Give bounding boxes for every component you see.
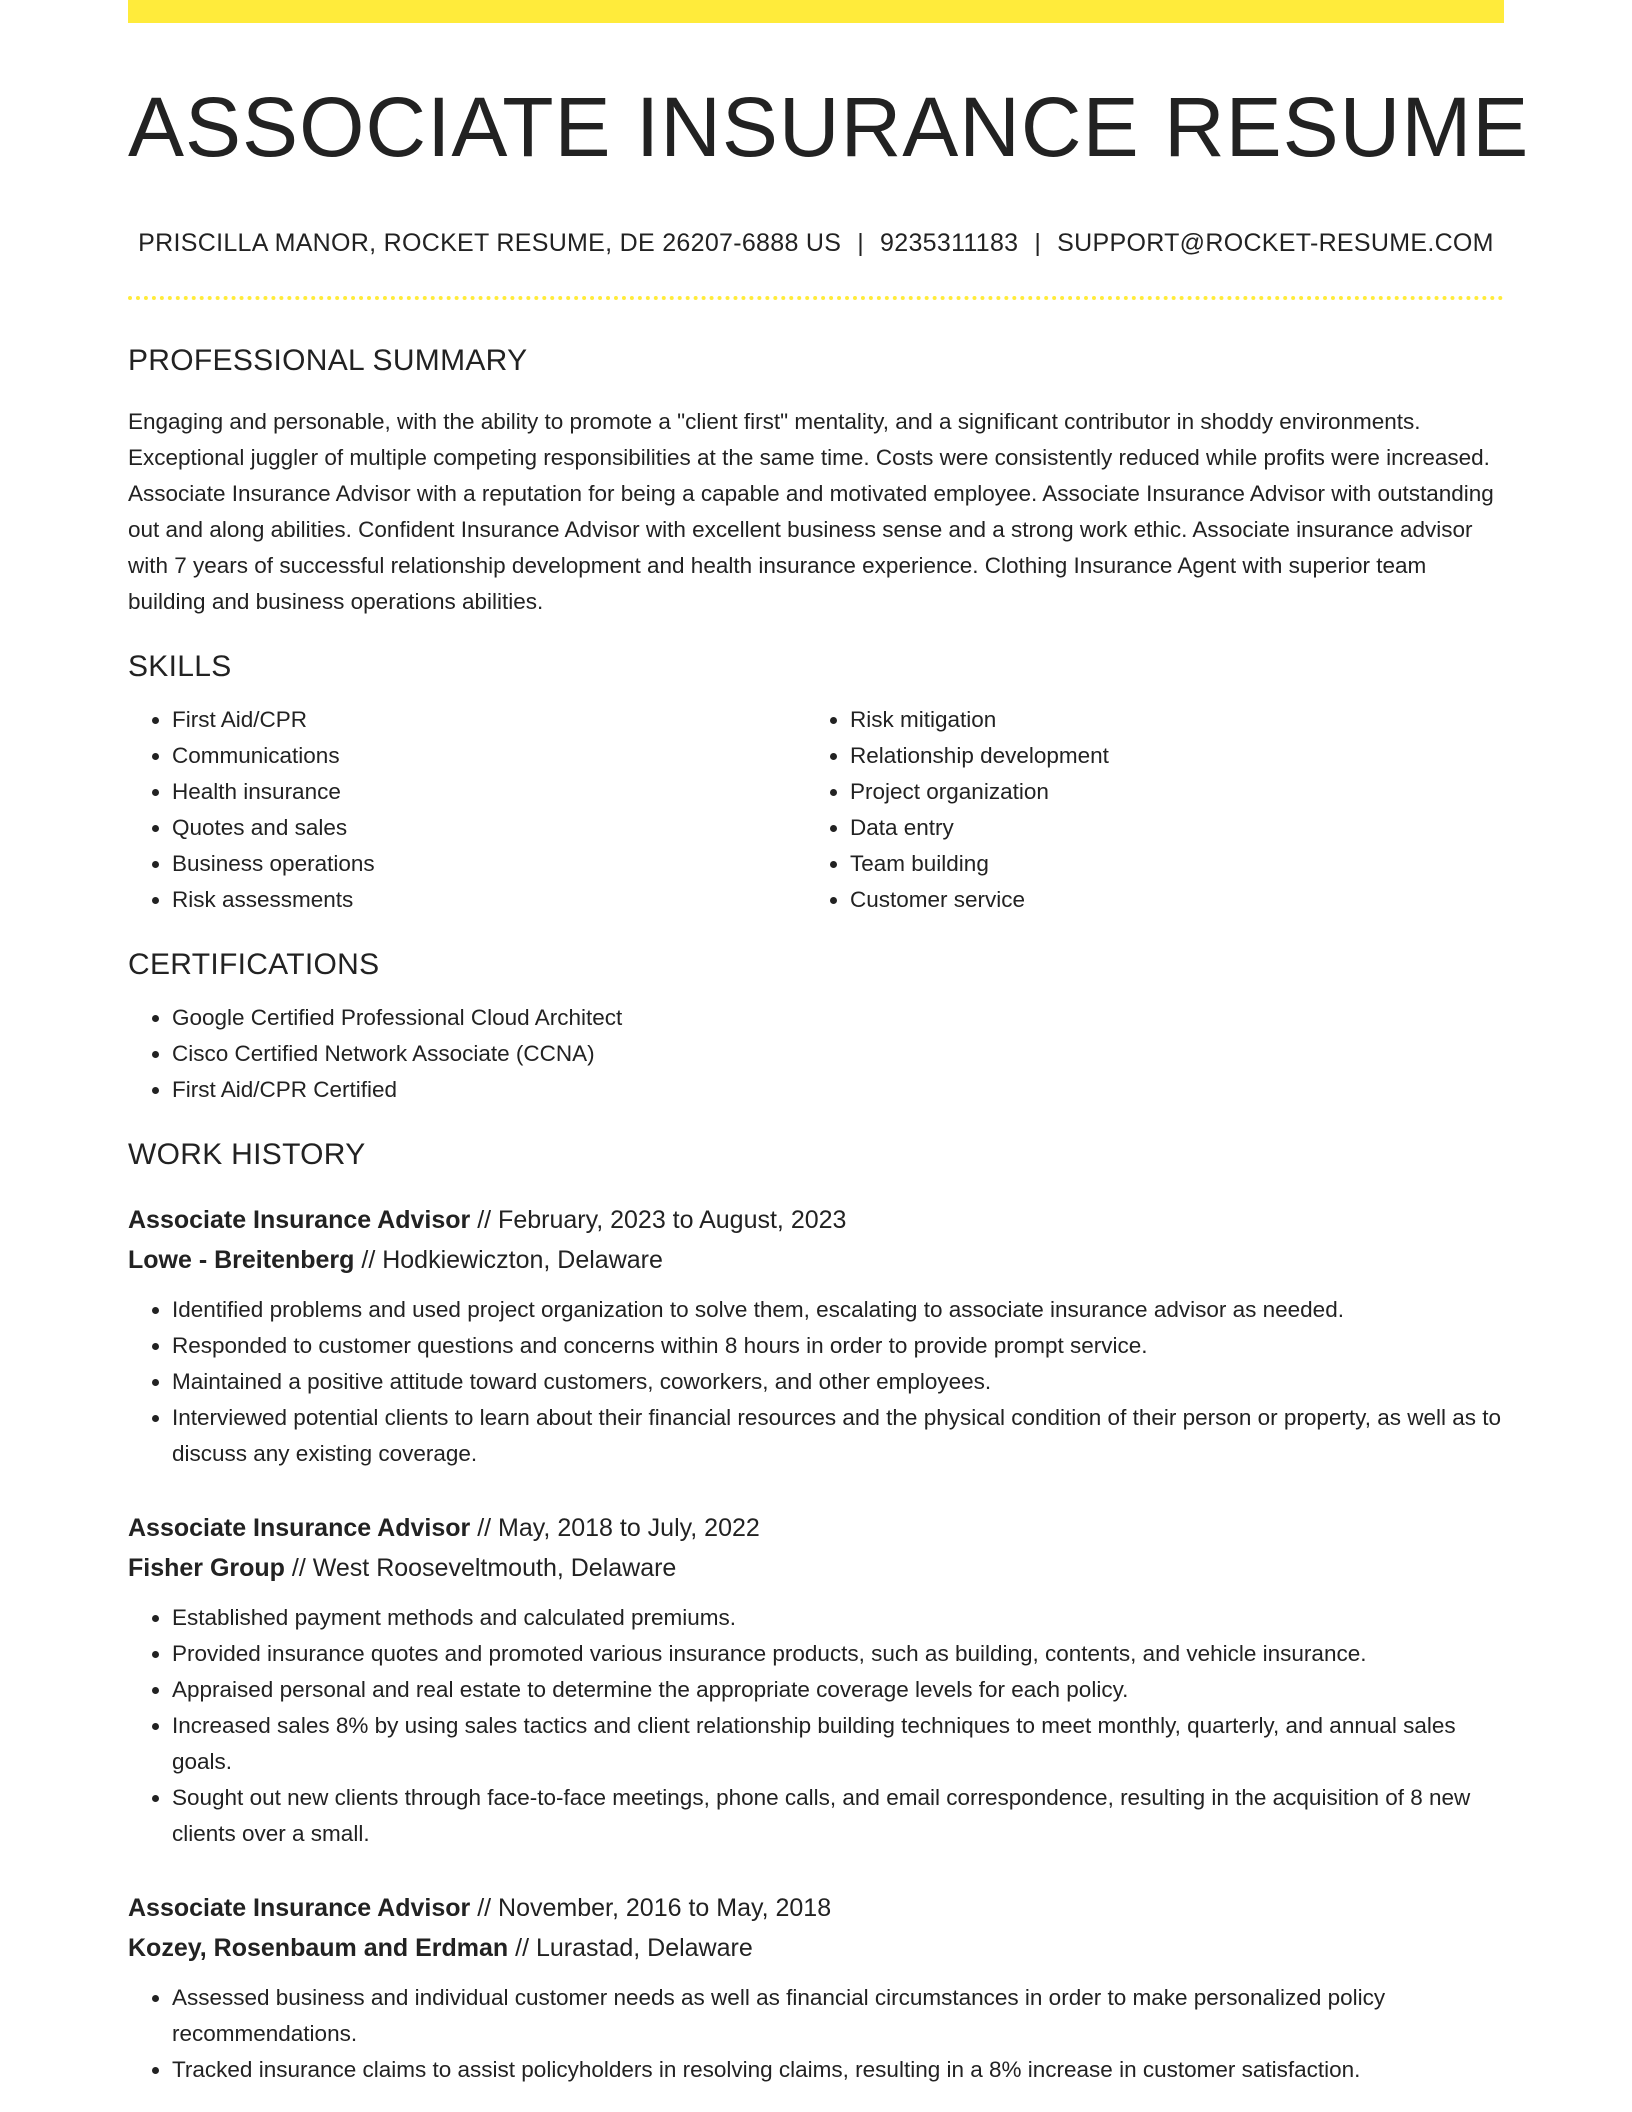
- certification-item: • Google Certified Professional Cloud Architect: [172, 1000, 1504, 1036]
- skill-item: • Quotes and sales: [172, 810, 806, 846]
- dotted-divider: [128, 296, 1504, 300]
- job-dates: // November, 2016 to May, 2018: [470, 1894, 832, 1923]
- job-bullet: • Provided insurance quotes and promoted various insurance products, such as building, contents, and vehicle insurance.: [172, 1636, 1504, 1672]
- skill-item: • Relationship development: [850, 738, 1484, 774]
- job-bullet: • Established payment methods and calculated premiums.: [172, 1600, 1504, 1636]
- job-bullet: • Tracked insurance claims to assist policyholders in resolving claims, resulting in a 8% increase in customer satisfaction.: [172, 2052, 1504, 2088]
- contact-line: [128, 229, 1504, 258]
- work-history-section: [128, 1138, 1504, 2088]
- skills-section: [128, 650, 1504, 918]
- job-title: Associate Insurance Advisor: [128, 1514, 471, 1543]
- job-title-line: [128, 1888, 1504, 1928]
- job-bullets: [128, 1292, 1504, 1472]
- skill-item: • Risk mitigation: [850, 702, 1484, 738]
- job-location: // West Rooseveltmouth, Delaware: [284, 1554, 677, 1583]
- contact-email: SUPPORT@ROCKET-RESUME.COM: [1057, 229, 1494, 258]
- skill-item: • First Aid/CPR: [172, 702, 806, 738]
- skills-list-left: [128, 702, 806, 918]
- job-bullet: • Maintained a positive attitude toward customers, coworkers, and other employees.: [172, 1364, 1504, 1400]
- job-bullets: [128, 1980, 1504, 2088]
- job-bullets: [128, 1600, 1504, 1852]
- skills-grid: [128, 702, 1504, 918]
- job-bullet: • Identified problems and used project organization to solve them, escalating to associate insurance advisor as needed.: [172, 1292, 1504, 1328]
- work-history-heading: WORK HISTORY: [128, 1138, 366, 1172]
- summary-text: Engaging and personable, with the ability to promote a "client first" mentality, and a significant contributor in shoddy environments. Exceptional juggler of multiple competing responsibilities at the same time. Costs were consistently reduced while profits were increased. Associate Insurance Advisor with a reputation for being a capable and motivated employee. Associate Insurance Advisor with outstanding out and along abilities. Confident Insurance Advisor with excellent business sense and a strong work ethic. Associate insurance advisor with 7 years of successful relationship development and health insurance experience. Clothing Insurance Agent with superior team building and business operations abilities.: [128, 409, 1494, 615]
- job-title-line: [128, 1200, 1504, 1240]
- skill-item: • Customer service: [850, 882, 1484, 918]
- resume-title: ASSOCIATE INSURANCE RESUME: [128, 80, 1530, 174]
- contact-separator: |: [857, 229, 865, 258]
- certifications-section: [128, 948, 1504, 1108]
- job-company: Kozey, Rosenbaum and Erdman: [128, 1934, 509, 1963]
- job-title: Associate Insurance Advisor: [128, 1894, 471, 1923]
- job-bullet: • Responded to customer questions and concerns within 8 hours in order to provide prompt service.: [172, 1328, 1504, 1364]
- skill-item: • Health insurance: [172, 774, 806, 810]
- job-company-line: [128, 1548, 1504, 1588]
- job-bullet: • Assessed business and individual customer needs as well as financial circumstances in order to make personalized policy recommendations.: [172, 1980, 1504, 2052]
- skills-list-right: [806, 702, 1484, 918]
- job-company-line: [128, 1928, 1504, 1968]
- resume-page: [128, 0, 1530, 2088]
- job-location: // Hodkiewiczton, Delaware: [354, 1246, 663, 1275]
- skills-heading: SKILLS: [128, 650, 232, 684]
- job-title: Associate Insurance Advisor: [128, 1206, 471, 1235]
- skill-item: • Data entry: [850, 810, 1484, 846]
- certification-item: • First Aid/CPR Certified: [172, 1072, 1504, 1108]
- job-title-line: [128, 1508, 1504, 1548]
- job-company: Lowe - Breitenberg: [128, 1246, 355, 1275]
- job-entry: [128, 1200, 1504, 1472]
- skill-item: • Communications: [172, 738, 806, 774]
- certifications-heading: CERTIFICATIONS: [128, 948, 380, 982]
- contact-separator: |: [1034, 229, 1042, 258]
- skill-item: • Business operations: [172, 846, 806, 882]
- job-dates: // May, 2018 to July, 2022: [470, 1514, 760, 1543]
- certification-item: • Cisco Certified Network Associate (CCNA): [172, 1036, 1504, 1072]
- job-company-line: [128, 1240, 1504, 1280]
- job-entry: [128, 1888, 1504, 2088]
- certifications-list: [128, 1000, 1504, 1108]
- skill-item: • Project organization: [850, 774, 1484, 810]
- job-location: // Lurastad, Delaware: [508, 1934, 753, 1963]
- contact-phone: 9235311183: [880, 229, 1019, 258]
- skill-item: • Team building: [850, 846, 1484, 882]
- professional-summary-section: [128, 344, 1504, 620]
- job-company: Fisher Group: [128, 1554, 285, 1583]
- job-dates: // February, 2023 to August, 2023: [470, 1206, 847, 1235]
- job-bullet: • Interviewed potential clients to learn about their financial resources and the physical condition of their person or property, as well as to discuss any existing coverage.: [172, 1400, 1504, 1472]
- accent-top-bar: [128, 0, 1504, 23]
- job-bullet: • Increased sales 8% by using sales tactics and client relationship building techniques to meet monthly, quarterly, and annual sales goals.: [172, 1708, 1504, 1780]
- job-entry: [128, 1508, 1504, 1852]
- job-bullet: • Sought out new clients through face-to-face meetings, phone calls, and email correspondence, resulting in the acquisition of 8 new clients over a small.: [172, 1780, 1504, 1852]
- summary-heading: PROFESSIONAL SUMMARY: [128, 344, 528, 378]
- job-bullet: • Appraised personal and real estate to determine the appropriate coverage levels for each policy.: [172, 1672, 1504, 1708]
- skill-item: • Risk assessments: [172, 882, 806, 918]
- contact-address: PRISCILLA MANOR, ROCKET RESUME, DE 26207-6888 US: [138, 229, 842, 258]
